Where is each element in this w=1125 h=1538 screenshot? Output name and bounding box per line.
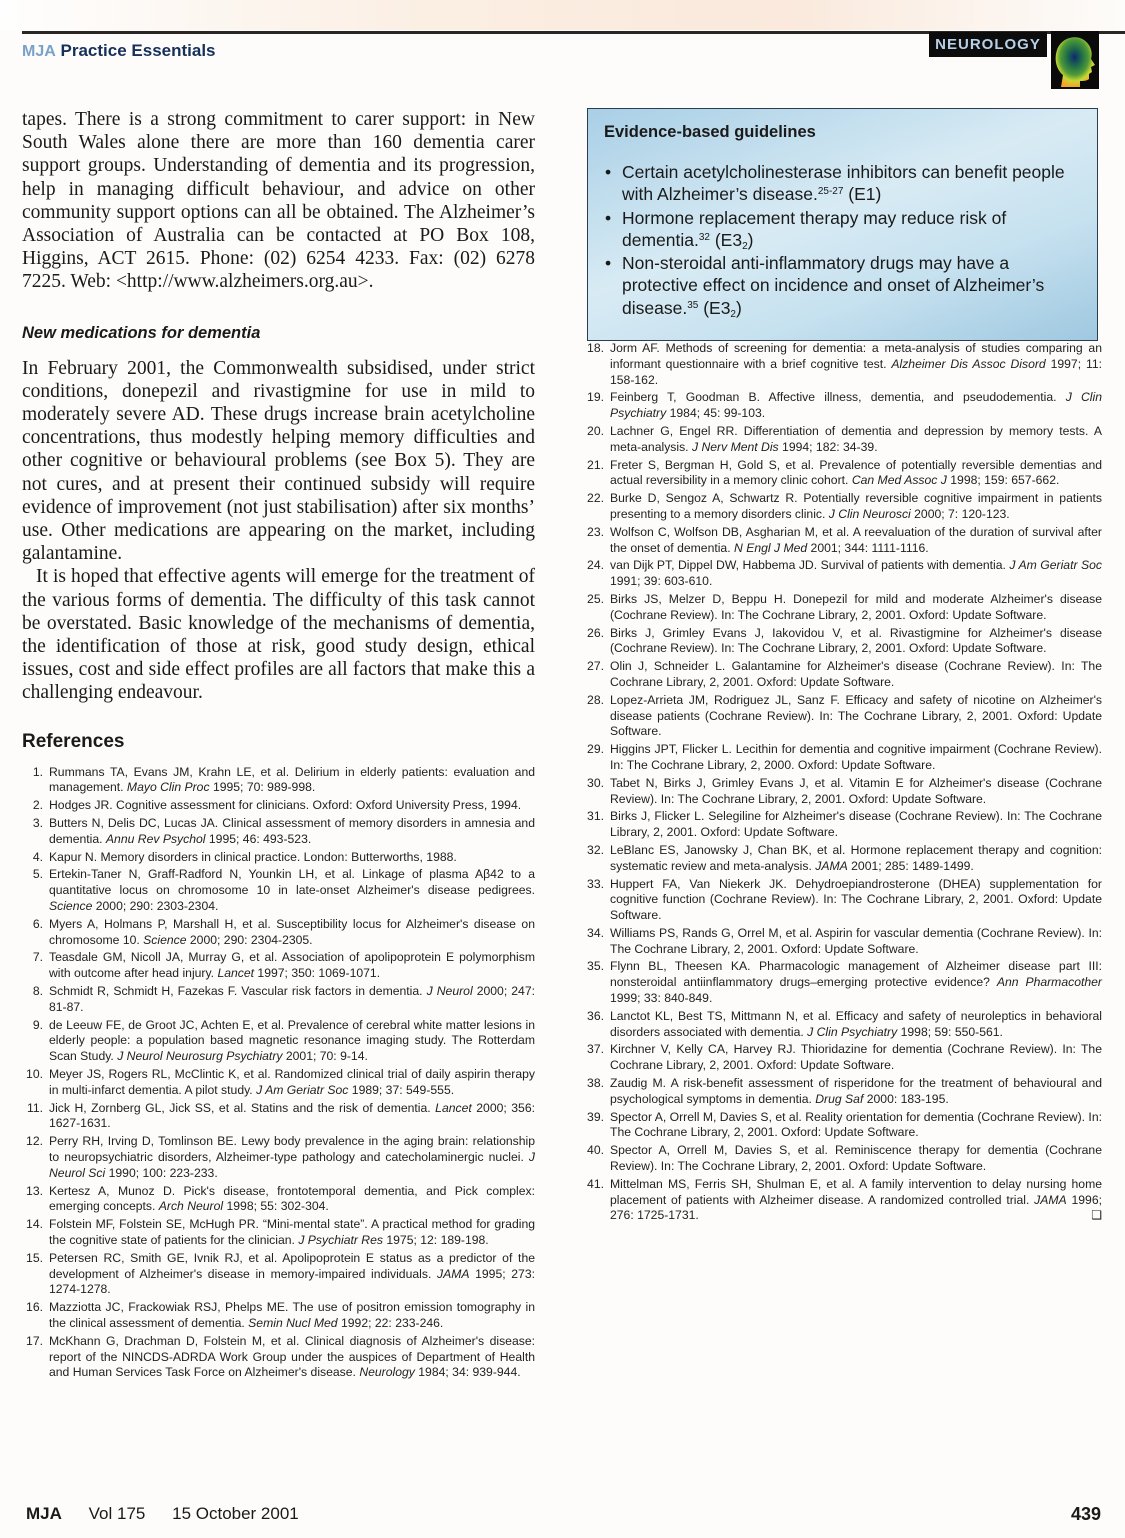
reference-citation: 1992; 22: 233-246.	[337, 1315, 444, 1330]
reference-text: Williams PS, Rands G, Orrel M, et al. Aspirin for vascular dementia (Cochrane Review). In: The Cochrane Library, 2, 2001. Oxford: Update Software.	[610, 925, 1102, 956]
evidence-level: (E3	[714, 229, 743, 250]
reference-number: 5.	[32, 867, 43, 882]
reference-journal: Lancet	[435, 1100, 472, 1115]
reference-item	[583, 1143, 1102, 1175]
reference-number: 35.	[587, 959, 604, 974]
reference-citation: 1984; 34: 939-944.	[414, 1365, 521, 1380]
reference-item	[22, 1101, 535, 1133]
reference-journal: J Am Geriatr Soc	[1009, 558, 1102, 573]
reference-text: Kapur N. Memory disorders in clinical practice. London: Butterworths, 1988.	[49, 849, 457, 864]
evidence-level: (E3	[703, 297, 731, 318]
reference-journal: Lancet	[217, 966, 255, 981]
reference-item	[583, 1110, 1102, 1142]
reference-number: 40.	[587, 1143, 604, 1158]
reference-journal: J Clin Neurosci	[828, 506, 911, 521]
reference-journal: JAMA	[815, 858, 848, 873]
reference-item	[22, 1184, 535, 1216]
reference-number: 14.	[26, 1217, 43, 1232]
reference-number: 12.	[26, 1134, 43, 1149]
reference-item	[22, 1134, 535, 1181]
reference-journal: Ann Pharmacother	[996, 975, 1102, 990]
reference-journal: Annu Rev Psychol	[105, 831, 206, 846]
reference-number: 34.	[587, 925, 604, 940]
bullet-icon: •	[605, 162, 612, 182]
reference-text: Myers A, Holmans P, Marshall H, et al. Susceptibility locus for Alzheimer's disease on chromosome 10.	[49, 916, 535, 947]
footer-volume: Vol 175	[88, 1504, 146, 1523]
reference-number: 17.	[26, 1333, 43, 1348]
brand-title: Practice Essentials	[60, 41, 216, 60]
reference-number: 11.	[26, 1100, 43, 1115]
reference-journal: JAMA	[1034, 1192, 1067, 1207]
reference-number: 41.	[587, 1176, 604, 1191]
reference-citation: 1990; 100: 223-233.	[105, 1165, 218, 1180]
head-profile-icon	[1051, 31, 1099, 89]
reference-citation: 1997; 350: 1069-1071.	[254, 966, 381, 981]
reference-text: Kirchner V, Kelly CA, Harvey RJ. Thioridazine for dementia (Cochrane Review). In: The Cochrane Library, 2, 2001. Oxford: Update Software.	[610, 1042, 1102, 1073]
reference-citation: 1996; 276: 1725-1731.	[610, 1192, 1102, 1223]
reference-number: 26.	[587, 625, 604, 640]
reference-text: Kertesz A, Munoz D. Pick's disease, frontotemporal dementia, and Pick complex: emerging concepts.	[49, 1183, 535, 1214]
page-number: 439	[1070, 1504, 1101, 1524]
reference-text: van Dijk PT, Dippel DW, Habbema JD. Survival of patients with dementia.	[610, 558, 1010, 573]
evidence-level-close: )	[747, 229, 754, 250]
reference-text: Rummans TA, Evans JM, Krahn LE, et al. Delirium in elderly patients: evaluation and management.	[49, 764, 535, 795]
reference-citation: 1995; 70: 989-998.	[209, 780, 316, 795]
reference-citation: 1997; 11: 158-162.	[610, 356, 1102, 387]
reference-text: Olin J, Schneider L. Galantamine for Alzheimer's disease (Cochrane Review). In: The Cochrane Library, 2, 2001. Oxford: Update Software.	[610, 659, 1102, 689]
reference-number: 37.	[587, 1042, 604, 1057]
reference-number: 33.	[587, 876, 604, 891]
evidence-box	[587, 108, 1098, 341]
evidence-text: Hormone replacement therapy may reduce risk of dementia.	[622, 207, 1007, 250]
evidence-list	[604, 161, 1081, 319]
reference-item	[583, 558, 1102, 590]
reference-item	[583, 341, 1102, 388]
top-band	[0, 0, 1125, 30]
reference-text: Teasdale GM, Nicoll JA, Murray G, et al. Association of apolipoprotein E polymorphism with outcome after head injury.	[49, 950, 535, 981]
reference-number: 16.	[26, 1300, 43, 1315]
reference-number: 25.	[587, 591, 604, 606]
section-tag: NEUROLOGY	[929, 32, 1047, 57]
reference-text: Wolfson C, Wolfson DB, Asgharian M, et al. A reevaluation of the duration of survival after the onset of dementia.	[610, 524, 1102, 555]
reference-item	[583, 659, 1102, 691]
reference-item	[583, 390, 1102, 422]
reference-citation: 2000; 7: 120-123.	[910, 506, 1010, 521]
reference-journal: Neurology	[359, 1365, 415, 1380]
reference-number: 15.	[26, 1250, 43, 1265]
reference-journal: J Neurol Neurosurg Psychiatry	[117, 1049, 283, 1064]
reference-number: 30.	[587, 775, 604, 790]
reference-number: 22.	[587, 491, 604, 506]
reference-number: 20.	[587, 423, 604, 438]
reference-item	[583, 1076, 1102, 1108]
reference-item	[22, 950, 535, 982]
reference-item	[583, 809, 1102, 841]
reference-number: 39.	[587, 1109, 604, 1124]
evidence-item	[604, 161, 1081, 206]
reference-number: 36.	[587, 1008, 604, 1023]
reference-citation: 2000; 290: 2303-2304.	[92, 899, 219, 914]
reference-text: Freter S, Bergman H, Gold S, et al. Prevalence of potentially reversible dementias and actual reversibility in a memory clinic cohort.	[610, 457, 1102, 488]
footer	[26, 1504, 299, 1524]
reference-number: 24.	[587, 558, 604, 573]
reference-item	[583, 693, 1102, 740]
reference-item	[583, 491, 1102, 523]
reference-journal: Semin Nucl Med	[248, 1315, 338, 1330]
reference-journal: J Clin Psychiatry	[610, 390, 1102, 421]
reference-citation: 1999; 33: 840-849.	[610, 991, 713, 1006]
reference-journal: J Psychiatr Res	[298, 1232, 383, 1247]
reference-number: 18.	[587, 341, 604, 355]
reference-number: 9.	[32, 1017, 43, 1032]
reference-journal: Science	[143, 932, 187, 947]
reference-item	[22, 1067, 535, 1099]
references-heading: References	[22, 730, 125, 752]
reference-item	[22, 816, 535, 848]
reference-text: Schmidt R, Schmidt H, Fazekas F. Vascular risk factors in dementia.	[49, 984, 427, 999]
reference-citation: 1994; 182: 34-39.	[778, 439, 878, 454]
reference-journal: Can Med Assoc J	[851, 473, 947, 488]
reference-number: 19.	[587, 390, 604, 405]
reference-journal: Drug Saf	[815, 1091, 864, 1106]
reference-number: 32.	[587, 842, 604, 857]
journal-brand	[22, 41, 216, 61]
end-mark-icon: ❑	[1091, 1208, 1102, 1223]
reference-item	[22, 867, 535, 914]
evidence-level-subscript: 2	[742, 240, 748, 252]
reference-text: Folstein MF, Folstein SE, McHugh PR. “Mini-mental state”. A practical method for grading the cognitive state of patients for the clinician.	[49, 1217, 535, 1247]
evidence-level: (E1)	[848, 184, 882, 205]
reference-item	[22, 798, 535, 814]
reference-number: 31.	[587, 809, 604, 824]
reference-number: 7.	[32, 950, 43, 965]
reference-citation: 1991; 39: 603-610.	[610, 574, 713, 589]
reference-item	[583, 424, 1102, 456]
reference-journal: J Neurol Sci	[49, 1150, 535, 1180]
reference-text: Lachner G, Engel RR. Differentiation of dementia and depression by memory tests. A meta-analysis.	[610, 423, 1102, 454]
reference-journal: JAMA	[436, 1266, 470, 1281]
reference-number: 10.	[26, 1067, 43, 1082]
reference-text: de Leeuw FE, de Groot JC, Achten E, et al. Prevalence of cerebral white matter lesions in elderly people: a population based magnetic resonance imaging study. The Rotterdam Scan Study.	[49, 1017, 535, 1064]
citation-superscript: 25-27	[817, 186, 844, 198]
reference-citation: 2000; 247: 81-87.	[49, 984, 535, 1014]
reference-journal: Mayo Clin Proc	[126, 780, 210, 795]
reference-item	[583, 1042, 1102, 1074]
reference-text: Petersen RC, Smith GE, Ivnik RJ, et al. Apolipoprotein E status as a predictor of the development of Alzheimer's disease in memory-impaired individuals.	[49, 1250, 535, 1281]
reference-item	[22, 1251, 535, 1298]
reference-text: Higgins JPT, Flicker L. Lecithin for dementia and cognitive impairment (Cochrane Review). In: The Cochrane Library, 2, 2000. Oxford: Update Software.	[610, 742, 1102, 772]
reference-text: Zaudig M. A risk-benefit assessment of risperidone for the treatment of behavioural and psychological symptoms in dementia.	[610, 1076, 1102, 1106]
reference-item	[22, 1300, 535, 1332]
reference-text: LeBlanc ES, Janowsky J, Chan BK, et al. Hormone replacement therapy and cognition: systematic review and meta-analysis.	[610, 842, 1102, 873]
reference-text: Tabet N, Birks J, Grimley Evans J, et al. Vitamin E for Alzheimer's disease (Cochrane Review). In: The Cochrane Library, 2, 2001. Oxford: Update Software.	[610, 775, 1102, 806]
section-subheading: New medications for dementia	[22, 323, 261, 342]
reference-item	[583, 592, 1102, 624]
reference-text: Mittelman MS, Ferris SH, Shulman E, et al. A family intervention to delay nursing home placement of patients with Alzheimer disease. A randomized controlled trial.	[610, 1176, 1102, 1207]
reference-citation: 2000; 290: 2304-2305.	[186, 932, 313, 947]
reference-number: 8.	[32, 984, 43, 999]
reference-number: 23.	[587, 524, 604, 539]
reference-citation: 1989; 37: 549-555.	[348, 1082, 455, 1097]
reference-citation: 2001; 70: 9-14.	[282, 1049, 368, 1064]
reference-number: 6.	[32, 916, 43, 931]
reference-item	[583, 1009, 1102, 1041]
reference-text: Ertekin-Taner N, Graff-Radford N, Younkin LH, et al. Linkage of plasma Aβ42 to a quantitative locus on chromosome 10 in late-onset Alzheimer's disease pedigrees.	[49, 867, 535, 898]
reference-journal: Arch Neurol	[158, 1199, 224, 1214]
reference-item	[22, 1334, 535, 1381]
reference-text: Flynn BL, Theesen KA. Pharmacologic management of Alzheimer disease part III: nonsteroidal antiinflammatory drugs–emerging protective evidence?	[610, 959, 1102, 990]
citation-superscript: 35	[687, 299, 699, 311]
reference-journal: J Am Geriatr Soc	[256, 1082, 349, 1097]
reference-number: 29.	[587, 742, 604, 757]
reference-citation: 1975; 12: 189-198.	[382, 1232, 489, 1247]
reference-number: 1.	[32, 764, 43, 779]
reference-item	[583, 776, 1102, 808]
reference-text: McKhann G, Drachman D, Folstein M, et al. Clinical diagnosis of Alzheimer's disease: report of the NINCDS-ADRDA Work Group under the auspices of Department of Health and Human Services Task Force on Alzheimer's disease.	[49, 1333, 535, 1380]
reference-item	[583, 959, 1102, 1006]
reference-citation: 2001; 344: 1111-1116.	[807, 540, 929, 555]
evidence-item	[604, 252, 1081, 319]
reference-text: Butters N, Delis DC, Lucas JA. Clinical assessment of memory disorders in amnesia and dementia.	[49, 816, 535, 846]
reference-item	[22, 984, 535, 1016]
reference-text: Lopez-Arrieta JM, Rodriguez JL, Sanz F. Efficacy and safety of nicotine on Alzheimer's disease patients (Cochrane Review). In: The Cochrane Library, 2, 2001. Oxford: Update Software.	[610, 692, 1102, 739]
reference-item	[22, 1018, 535, 1065]
reference-citation: 1998; 55: 302-304.	[223, 1199, 329, 1214]
reference-item	[22, 1217, 535, 1249]
reference-text: Mazziotta JC, Frackowiak RSJ, Phelps ME. The use of positron emission tomography in the clinical assessment of dementia.	[49, 1300, 535, 1330]
reference-journal: J Clin Psychiatry	[807, 1024, 898, 1039]
reference-citation: 1995; 273: 1274-1278.	[49, 1266, 535, 1297]
reference-journal: J Nerv Ment Dis	[691, 439, 779, 454]
reference-text: Meyer JS, Rogers RL, McClintic K, et al. Randomized clinical trial of daily aspirin therapy in multi-infarct dementia. A pilot study.	[49, 1067, 535, 1097]
reference-citation: 1998; 159: 657-662.	[946, 473, 1060, 488]
brand-prefix: MJA	[22, 43, 56, 60]
reference-item	[22, 850, 535, 866]
reference-item	[583, 525, 1102, 557]
reference-text: Birks JS, Melzer D, Beppu H. Donepezil for mild and moderate Alzheimer's disease (Cochrane Review). In: The Cochrane Library, 2, 2001. Oxford: Update Software.	[610, 591, 1102, 622]
references-list	[22, 765, 535, 1381]
reference-item	[583, 843, 1102, 875]
reference-number: 4.	[32, 849, 43, 864]
body-paragraph: It is hoped that effective agents will emerge for the treatment of the various forms of dementia. The difficulty of this task cannot be overstated. Basic knowledge of the mechanisms of dementia, the identification of those at risk, good study design, ethical issues, cost and side effect profiles are all factors that make this a challenging endeavour.	[22, 566, 535, 704]
reference-text: Huppert FA, Van Niekerk JK. Dehydroepiandrosterone (DHEA) supplementation for cognitive function (Cochrane Review). In: The Cochrane Library, 2, 2001. Oxford: Update Software.	[610, 876, 1102, 923]
reference-item	[22, 917, 535, 949]
reference-citation: 2001; 285: 1489-1499.	[847, 858, 974, 873]
reference-text: Birks J, Flicker L. Selegiline for Alzheimer's disease (Cochrane Review). In: The Cochrane Library, 2, 2001. Oxford: Update Software.	[610, 809, 1102, 840]
reference-journal: Science	[49, 899, 93, 914]
reference-number: 21.	[587, 457, 604, 472]
reference-journal: Alzheimer Dis Assoc Disord	[891, 356, 1046, 371]
reference-citation: 1995; 46: 493-523.	[205, 831, 312, 846]
reference-citation: 1998; 59: 550-561.	[897, 1024, 1003, 1039]
reference-number: 28.	[587, 692, 604, 707]
reference-journal: N Engl J Med	[734, 540, 808, 555]
reference-text: Lanctot KL, Best TS, Mittmann N, et al. Efficacy and safety of neuroleptics in behavioral disorders associated with dementia.	[610, 1008, 1102, 1039]
reference-text: Hodges JR. Cognitive assessment for clinicians. Oxford: Oxford University Press, 1994.	[49, 798, 522, 813]
reference-text: Feinberg T, Goodman B. Affective illness, dementia, and pseudodementia.	[610, 390, 1066, 405]
evidence-text: Certain acetylcholinesterase inhibitors can benefit people with Alzheimer’s disease.	[622, 162, 1065, 205]
reference-citation: 2000: 183-195.	[863, 1091, 949, 1106]
body-paragraph: tapes. There is a strong commitment to carer support: in New South Wales alone there are more than 160 dementia carer support groups. Understanding of dementia and its progression, help in managing difficult behaviour, and advice on other community support options can all be obtained. The Alzheimer’s Association of Australia can be contacted at PO Box 108, Higgins, ACT 2615. Phone: (02) 6254 4233. Fax: (02) 6278 7225. Web: <http://www.alzheimers.org.au>.	[22, 109, 535, 293]
reference-text: Jorm AF. Methods of screening for dementia: a meta-analysis of studies comparing an informant questionnaire with a brief cognitive test.	[610, 341, 1102, 371]
reference-number: 13.	[26, 1183, 43, 1198]
references-list	[583, 341, 1102, 1224]
reference-text: Spector A, Orrell M, Davies S, et al. Reality orientation for dementia (Cochrane Review). In: The Cochrane Library, 2, 2001. Oxford: Update Software.	[610, 1109, 1102, 1140]
reference-item	[583, 742, 1102, 774]
reference-text: Perry RH, Irving D, Tomlinson BE. Lewy body prevalence in the aging brain: relationship to neuropsychiatric disorders, Alzheimer-type pathology and catecholaminergic nuclei.	[49, 1134, 535, 1164]
reference-item	[583, 877, 1102, 924]
evidence-box-title: Evidence-based guidelines	[604, 123, 816, 141]
left-column	[22, 108, 535, 1383]
reference-item	[583, 626, 1102, 658]
bullet-icon: •	[605, 253, 612, 274]
reference-item	[583, 1177, 1102, 1224]
reference-citation: 1984; 45: 99-103.	[666, 406, 766, 421]
reference-item	[583, 458, 1102, 490]
bullet-icon: •	[605, 207, 612, 228]
reference-text: Jick H, Zornberg GL, Jick SS, et al. Statins and the risk of dementia.	[49, 1100, 436, 1115]
reference-text: Spector A, Orrell M, Davies S, et al. Reminiscence therapy for dementia (Cochrane Review). In: The Cochrane Library, 2, 2001. Oxford: Update Software.	[610, 1143, 1102, 1174]
reference-number: 3.	[32, 816, 43, 831]
reference-number: 38.	[587, 1076, 604, 1091]
reference-citation: 2000; 356: 1627-1631.	[49, 1100, 535, 1131]
evidence-item	[604, 207, 1081, 252]
right-column	[583, 108, 1102, 1226]
evidence-level-close: )	[735, 297, 742, 318]
reference-number: 2.	[32, 798, 43, 813]
reference-journal: J Neurol	[426, 984, 473, 999]
body-paragraph: In February 2001, the Commonwealth subsidised, under strict conditions, donepezil and rivastigmine for use in mild to moderately severe AD. These drugs increase brain acetylcholine concentrations, thus modestly helping memory difficulties and other cognitive or behavioural problems (see Box 5). They are not cures, and at present their continued subsidy will require evidence of improvement (not just stabilisation) after six months’ use. Other medications are appearing on the market, including galantamine.	[22, 357, 535, 565]
reference-text: Burke D, Sengoz A, Schwartz R. Potentially reversible cognitive impairment in patients presenting to a memory disorders clinic.	[610, 491, 1102, 521]
reference-item	[22, 765, 535, 797]
reference-number: 27.	[587, 659, 604, 674]
reference-text: Birks J, Grimley Evans J, Iakovidou V, et al. Rivastigmine for Alzheimer's disease (Cochrane Review). In: The Cochrane Library, 2, 2001. Oxford: Update Software.	[610, 625, 1102, 656]
footer-date: 15 October 2001	[172, 1504, 299, 1523]
evidence-level-subscript: 2	[730, 308, 736, 320]
footer-journal: MJA	[26, 1504, 62, 1523]
reference-item	[583, 926, 1102, 958]
evidence-text: Non-steroidal anti-inflammatory drugs may have a protective effect on incidence and onset of Alzheimer’s disease.	[622, 253, 1045, 318]
citation-superscript: 32	[698, 231, 710, 243]
